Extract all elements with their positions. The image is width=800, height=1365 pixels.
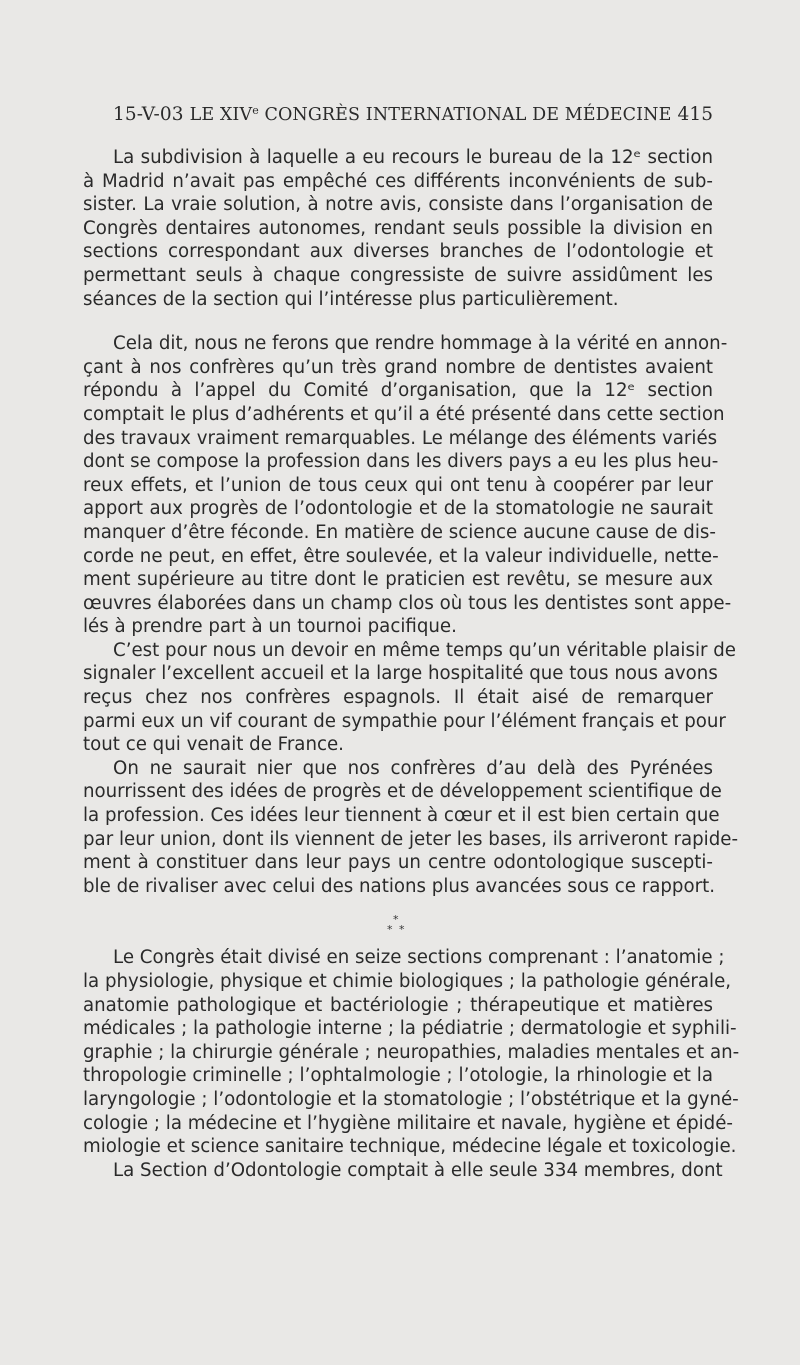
text-line: apport aux progrès de l’odontologie et de la stomatologie ne saurait: [83, 498, 713, 520]
text-line: sister. La vraie solution, à notre avis, consiste dans l’organisation de: [83, 194, 713, 216]
text-line: reçus chez nos confrères espagnols. Il était aisé de remarquer: [83, 687, 713, 709]
text-line: ment à constituer dans leur pays un centre odontologique suscepti-: [83, 852, 713, 874]
text-line: lés à prendre part à un tournoi pacifique.: [83, 616, 457, 638]
body-text: [83, 146, 740, 1182]
text-line: graphie ; la chirurgie générale ; neuropathies, maladies mentales et an-: [83, 1041, 740, 1063]
text-line: séances de la section qui l’intéresse plus particulièrement.: [83, 288, 619, 310]
text-line: laryngologie ; l’odontologie et la stomatologie ; l’obstétrique et la gyné-: [83, 1088, 739, 1110]
text-line: permettant seuls à chaque congressiste de suivre assidûment les: [83, 264, 713, 286]
text-line: tout ce qui venait de France.: [83, 734, 344, 756]
text-line: médicales ; la pathologie interne ; la pédiatrie ; dermatologie et syphili-: [83, 1018, 737, 1040]
text-line: Congrès dentaires autonomes, rendant seuls possible la division en: [83, 217, 713, 239]
asterism: [83, 898, 713, 938]
text-line: la physiologie, physique et chimie biologiques ; la pathologie générale,: [83, 971, 732, 992]
text-line: thropologie criminelle ; l’ophtalmologie ; l’otologie, la rhinologie et la: [83, 1065, 713, 1087]
text-line: cologie ; la médecine et l’hygiène militaire et navale, hygiène et épidé-: [83, 1112, 733, 1134]
text-line: anatomie pathologique et bactériologie ; thérapeutique et matières: [83, 994, 713, 1016]
asterism-star: *: [387, 923, 393, 937]
text-line: C’est pour nous un devoir en même temps qu’un véritable plaisir de: [113, 639, 736, 661]
text-line: la profession. Ces idées leur tiennent à cœur et il est bien certain que: [83, 805, 720, 827]
text-line: Le Congrès était divisé en seize sections comprenant : l’anatomie ;: [113, 947, 725, 969]
text-line: miologie et science sanitaire technique, médecine légale et toxicologie.: [83, 1136, 737, 1158]
text-line: à Madrid n’avait pas empêché ces différents inconvénients de sub-: [83, 170, 713, 192]
text-line: comptait le plus d’adhérents et qu’il a été présenté dans cette section: [83, 403, 725, 425]
text-line: par leur union, dont ils viennent de jeter les bases, ils arriveront rapide-: [83, 828, 739, 850]
header-date: 15-V-03: [113, 104, 184, 125]
text-line: manquer d’être féconde. En matière de science aucune cause de dis-: [83, 521, 716, 543]
text-line: répondu à l’appel du Comité d’organisation, que la 12ᵉ section: [83, 380, 713, 402]
text-line: parmi eux un vif courant de sympathie pour l’élément français et pour: [83, 710, 726, 732]
text-line: ble de rivaliser avec celui des nations plus avancées sous ce rapport.: [83, 875, 715, 897]
text-line: çant à nos confrères qu’un très grand nombre de dentistes avaient: [83, 356, 713, 378]
text-line: signaler l’excellent accueil et la large hospitalité que tous nous avons: [83, 663, 718, 685]
text-line: La subdivision à laquelle a eu recours le bureau de la 12ᵉ section: [113, 147, 713, 168]
text-line: La Section d’Odontologie comptait à elle seule 334 membres, dont: [113, 1159, 723, 1181]
text-line: nourrissent des idées de progrès et de développement scientifique de: [83, 781, 722, 803]
asterism-star: *: [399, 923, 405, 937]
text-line: reux effets, et l’union de tous ceux qui ont tenu à coopérer par leur: [83, 474, 713, 496]
text-line: On ne saurait nier que nos confrères d’au delà des Pyrénées: [113, 757, 713, 779]
page-number: 415: [677, 104, 714, 125]
text-line: ment supérieure au titre dont le praticien est revêtu, se mesure aux: [83, 569, 713, 591]
text-line: sections correspondant aux diverses branches de l’odontologie et: [83, 241, 713, 263]
text-line: Cela dit, nous ne ferons que rendre hommage à la vérité en annon-: [113, 333, 728, 355]
text-line: corde ne peut, en effet, être soulevée, et la valeur individuelle, nette-: [83, 545, 719, 567]
text-line: dont se compose la profession dans les divers pays a eu les plus heu-: [83, 451, 719, 473]
header-title: LE XIVe CONGRÈS INTERNATIONAL DE MÉDECINE: [189, 104, 672, 125]
asterism-star: *: [393, 913, 399, 927]
text-line: des travaux vraiment remarquables. Le mélange des éléments variés: [83, 427, 718, 449]
running-head: [113, 104, 713, 138]
text-line: œuvres élaborées dans un champ clos où tous les dentistes sont appe-: [83, 592, 732, 614]
